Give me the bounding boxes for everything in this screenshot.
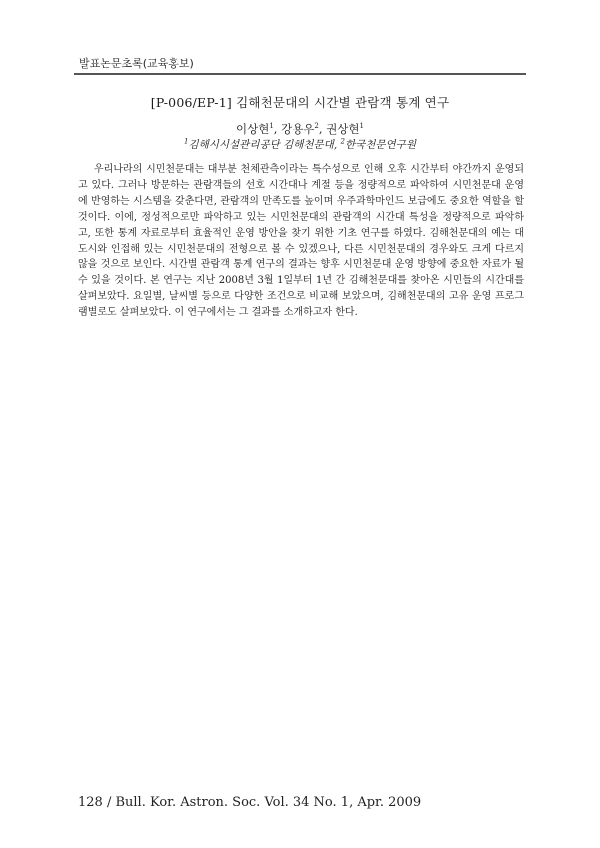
author-affiliation-mark: 1 bbox=[359, 122, 364, 131]
affiliation-mark: 2 bbox=[340, 137, 345, 146]
affiliation-name: 한국천문연구원 bbox=[344, 139, 416, 151]
author-separator: , bbox=[273, 122, 282, 136]
affiliation-separator: , bbox=[333, 139, 341, 151]
affiliation-list bbox=[74, 137, 526, 152]
paper-title: [P-006/EP-1] 김해천문대의 시간별 관람객 통계 연구 bbox=[150, 95, 450, 110]
author-name: 권상현 bbox=[326, 122, 360, 136]
affiliation-mark: 1 bbox=[184, 137, 189, 146]
author-name: 강용우 bbox=[281, 122, 315, 136]
author-affiliation-mark: 2 bbox=[314, 122, 319, 131]
abstract-text: 우리나라의 시민천문대는 대부분 천체관측이라는 특수성으로 인해 오후 시간부터 야간까지 운영되고 있다. 그러나 방문하는 관람객들의 선호 시간대나 계절 등을 정량적으로 파악하여 시민천문대 운영에 반영하는 시스템을 갖춘다면, 관람객의 만족도를 높이며 우주과학마인드 보급에도 중요한 역할을 할 것이다. 이에, 정성적으로만 파악하고 있는 시민천문대의 관람객의 시간대 특성을 정량적으로 파악하고, 또한 통계 자료로부터 효율적인 운영 방안을 찾기 위한 기초 연구를 하였다. 김해천문대의 예는 대도시와 인접해 있는 시민천문대의 전형으로 볼 수 있겠으나, 다른 시민천문대의 경우와도 크게 다르지 않을 것으로 보인다. 시간별 관람객 통계 연구의 결과는 향후 시민천문대 운영 방향에 중요한 자료가 될 수 있을 것이다. 본 연구는 지난 2008년 3월 1일부터 1년 간 김해천문대를 찾아온 시민들의 시간대를 살펴보았다. 요일별, 날씨별 등으로 다양한 조건으로 비교해 보았으며, 김해천문대의 고유 운영 프로그램별로도 살펴보았다. 이 연구에서는 그 결과를 소개하고자 한다. bbox=[78, 164, 524, 319]
author-affiliation-mark: 1 bbox=[269, 122, 274, 131]
author-name: 이상현 bbox=[235, 122, 270, 136]
affiliation-name: 김해시시설관리공단 김해천문대 bbox=[188, 139, 334, 151]
header-rule bbox=[74, 73, 526, 75]
page-footer: 128 / Bull. Kor. Astron. Soc. Vol. 34 No. 1, Apr. 2009 bbox=[78, 795, 422, 810]
author-list bbox=[74, 121, 526, 137]
running-head: 발표논문초록(교육홍보) bbox=[79, 57, 194, 70]
author-separator: , bbox=[318, 122, 327, 136]
